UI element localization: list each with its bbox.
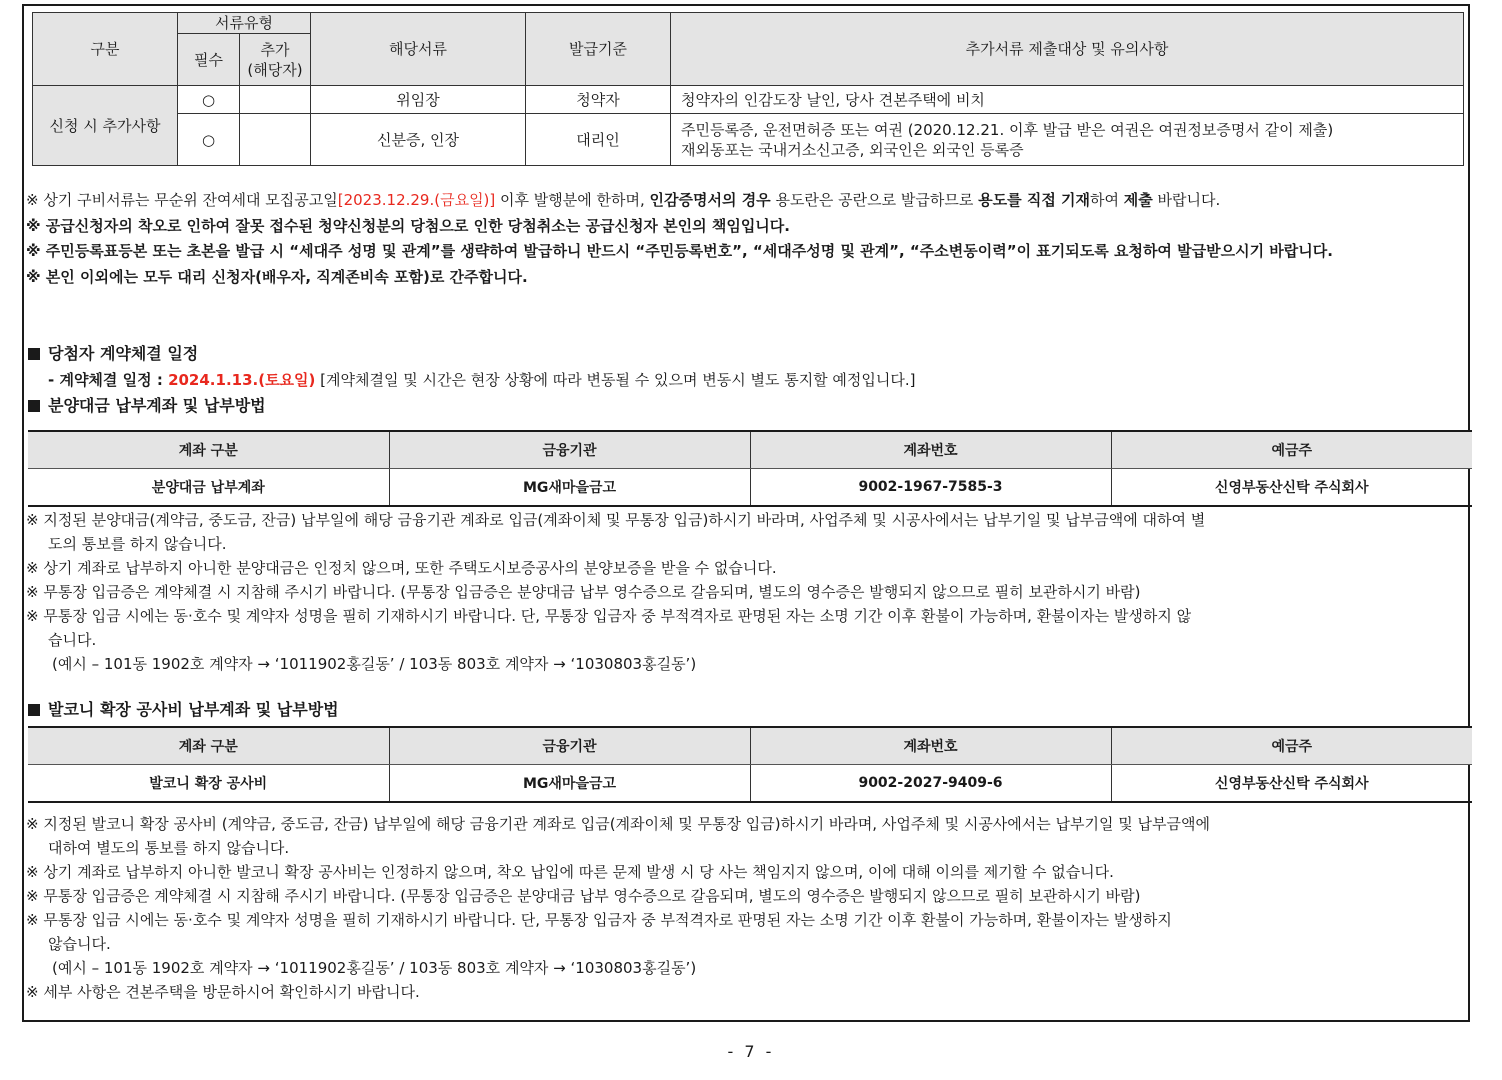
notes-block-documents — [26, 188, 1466, 290]
note-item: ※ 지정된 분양대금(계약금, 중도금, 잔금) 납부일에 해당 금융기관 계좌로 입금(계좌이체 및 무통장 입금)하시기 바라며, 사업주체 및 시공사에서는 납부기일 및 납부금액에 대하여 별 — [26, 511, 1206, 529]
header-account-type: 계좌 구분 — [28, 431, 389, 469]
account-holder: 신영부동산신탁 주식회사 — [1111, 469, 1472, 507]
section-title-text: 발코니 확장 공사비 납부계좌 및 납부방법 — [48, 700, 339, 719]
note-line-2: 재외동포는 국내거소신고증, 외국인은 외국인 등록증 — [681, 140, 1024, 159]
balcony-payment-notes — [26, 812, 1470, 1004]
section-title-text: 분양대금 납부계좌 및 납부방법 — [48, 396, 266, 415]
note-text: 하여 — [1090, 191, 1124, 209]
document-requirements-table — [32, 12, 1464, 166]
note-item: ※ 무통장 입금증은 계약체결 시 지참해 주시기 바랍니다. (무통장 입금증은 분양대금 납부 영수증으로 갈음되며, 별도의 영수증은 발행되지 않으므로 필히 보관하시기 바람) — [26, 887, 1141, 905]
note-text: 청약자의 인감도장 날인, 당사 견본주택에 비치 — [671, 86, 1464, 114]
header-additional-line2: (해당자) — [247, 60, 303, 79]
additional-mark — [240, 86, 311, 114]
note-item: ※ 무통장 입금 시에는 동·호수 및 계약자 성명을 필히 기재하시기 바랍니다. 단, 무통장 입금자 중 부적격자로 판명된 자는 소명 기간 이후 환불이 가능하며, 환불이자는 발생하지 — [26, 911, 1172, 929]
note-emphasis: 용도를 직접 기재 — [978, 191, 1091, 209]
note-emphasis: 제출 — [1123, 191, 1153, 209]
document-name: 위임장 — [311, 86, 526, 114]
header-account-holder: 예금주 — [1111, 727, 1472, 765]
header-account-number: 계좌번호 — [750, 431, 1111, 469]
section-title-balcony-payment — [28, 698, 339, 722]
note-item: ※ 무통장 입금증은 계약체결 시 지참해 주시기 바랍니다. (무통장 입금증은 분양대금 납부 영수증으로 갈음되며, 별도의 영수증은 발행되지 않으므로 필히 보관하시기 바람) — [26, 583, 1141, 601]
note-line-1: 주민등록증, 운전면허증 또는 여권 (2020.12.21. 이후 발급 받은 여권은 여권정보증명서 같이 제출) — [681, 120, 1334, 139]
header-category: 구분 — [33, 13, 178, 86]
note-item: ※ 주민등록표등본 또는 초본을 발급 시 “세대주 성명 및 관계”를 생략하여 발급하니 반드시 “주민등록번호”, “세대주성명 및 관계”, “주소변동이력”이 표기되도록 요청하여 발급받으시기 바랍니다. — [26, 242, 1333, 260]
table-header-row — [28, 431, 1472, 469]
example-line: (예시 – 101동 1902호 계약자 → ‘1011902홍길동’ / 103동 803호 계약자 → ‘1030803홍길동’) — [52, 959, 697, 977]
page-number: - 7 - — [727, 1042, 775, 1061]
header-additional-line1: 추가 — [260, 40, 290, 59]
sale-payment-table — [28, 430, 1472, 507]
balcony-payment-table — [28, 726, 1472, 803]
required-mark: ○ — [178, 114, 240, 166]
note-item: ※ 공급신청자의 착오로 인하여 잘못 접수된 청약신청분의 당첨으로 인한 당첨취소는 공급신청자 본인의 책임입니다. — [26, 216, 790, 235]
issuer: 청약자 — [526, 86, 671, 114]
note-item: ※ 상기 계좌로 납부하지 아니한 분양대금은 인정치 않으며, 또한 주택도시보증공사의 분양보증을 받을 수 없습니다. — [26, 559, 777, 577]
issuer: 대리인 — [526, 114, 671, 166]
header-notes: 추가서류 제출대상 및 유의사항 — [671, 13, 1464, 86]
note-item: 않습니다. — [48, 935, 111, 953]
note-item: 습니다. — [48, 631, 97, 649]
header-bank: 금융기관 — [389, 727, 750, 765]
section-title-sale-payment — [28, 394, 266, 418]
account-type: 발코니 확장 공사비 — [28, 765, 389, 803]
note-item: ※ 지정된 발코니 확장 공사비 (계약금, 중도금, 잔금) 납부일에 해당 금융기관 계좌로 입금(계좌이체 및 무통장 입금)하시기 바라며, 사업주체 및 시공사에서는 납부기일 및 납부금액에 — [26, 815, 1210, 833]
note-text: 바랍니다. — [1152, 191, 1221, 209]
header-account-number: 계좌번호 — [750, 727, 1111, 765]
required-mark: ○ — [178, 86, 240, 114]
square-bullet-icon — [28, 348, 40, 360]
bank-name: MG새마을금고 — [389, 765, 750, 803]
header-account-type: 계좌 구분 — [28, 727, 389, 765]
header-bank: 금융기관 — [389, 431, 750, 469]
account-holder: 신영부동산신탁 주식회사 — [1111, 765, 1472, 803]
note-item: 대하여 별도의 통보를 하지 않습니다. — [48, 839, 290, 857]
header-doc-type: 서류유형 — [178, 13, 311, 34]
table-row — [33, 114, 1464, 166]
note-item — [26, 188, 1466, 214]
note-item: ※ 세부 사항은 견본주택을 방문하시어 확인하시기 바랍니다. — [26, 983, 420, 1001]
group-label: 신청 시 추가사항 — [33, 86, 178, 166]
note-text: ※ 상기 구비서류는 무순위 잔여세대 모집공고일 — [26, 191, 338, 209]
contract-schedule-line — [48, 368, 916, 392]
table-header-row — [28, 727, 1472, 765]
header-account-holder: 예금주 — [1111, 431, 1472, 469]
table-row — [28, 469, 1472, 507]
document-name: 신분증, 인장 — [311, 114, 526, 166]
square-bullet-icon — [28, 400, 40, 412]
section-title-text: 당첨자 계약체결 일정 — [48, 344, 199, 363]
note-text: 이후 발행분에 한하며, — [495, 191, 650, 209]
header-required: 필수 — [178, 34, 240, 86]
notice-date: [2023.12.29.(금요일)] — [337, 191, 496, 209]
header-documents: 해당서류 — [311, 13, 526, 86]
header-issuer: 발급기준 — [526, 13, 671, 86]
account-number: 9002-1967-7585-3 — [750, 469, 1111, 507]
note-emphasis: 인감증명서의 경우 — [649, 191, 771, 209]
note-text: 용도란은 공란으로 발급하므로 — [770, 191, 979, 209]
note-item: ※ 상기 계좌로 납부하지 아니한 발코니 확장 공사비는 인정하지 않으며, 착오 납입에 따른 문제 발생 시 당 사는 책임지지 않으며, 이에 대해 이의를 제기할 수 없습니다. — [26, 863, 1114, 881]
table-row — [33, 86, 1464, 114]
note-item: ※ 본인 이외에는 모두 대리 신청자(배우자, 직계존비속 포함)로 간주합니다. — [26, 267, 528, 286]
note-item: ※ 무통장 입금 시에는 동·호수 및 계약자 성명을 필히 기재하시기 바랍니다. 단, 무통장 입금자 중 부적격자로 판명된 자는 소명 기간 이후 환불이 가능하며, 환불이자는 발생하지 않 — [26, 607, 1192, 625]
account-type: 분양대금 납부계좌 — [28, 469, 389, 507]
bank-name: MG새마을금고 — [389, 469, 750, 507]
additional-mark — [240, 114, 311, 166]
account-number: 9002-2027-9409-6 — [750, 765, 1111, 803]
contract-label: - 계약체결 일정 : — [48, 371, 169, 389]
square-bullet-icon — [28, 704, 40, 716]
document-frame — [22, 4, 1470, 1022]
header-additional — [240, 34, 311, 86]
contract-note: [계약체결일 및 시간은 현장 상황에 따라 변동될 수 있으며 변동시 별도 통지할 예정입니다.] — [315, 371, 916, 389]
note-text — [671, 114, 1464, 166]
note-item: 도의 통보를 하지 않습니다. — [48, 535, 227, 553]
example-line: (예시 – 101동 1902호 계약자 → ‘1011902홍길동’ / 103동 803호 계약자 → ‘1030803홍길동’) — [52, 655, 697, 673]
contract-date: 2024.1.13.(토요일) — [168, 371, 316, 389]
section-title-contract — [28, 342, 198, 366]
table-row — [28, 765, 1472, 803]
sale-payment-notes — [26, 508, 1470, 676]
